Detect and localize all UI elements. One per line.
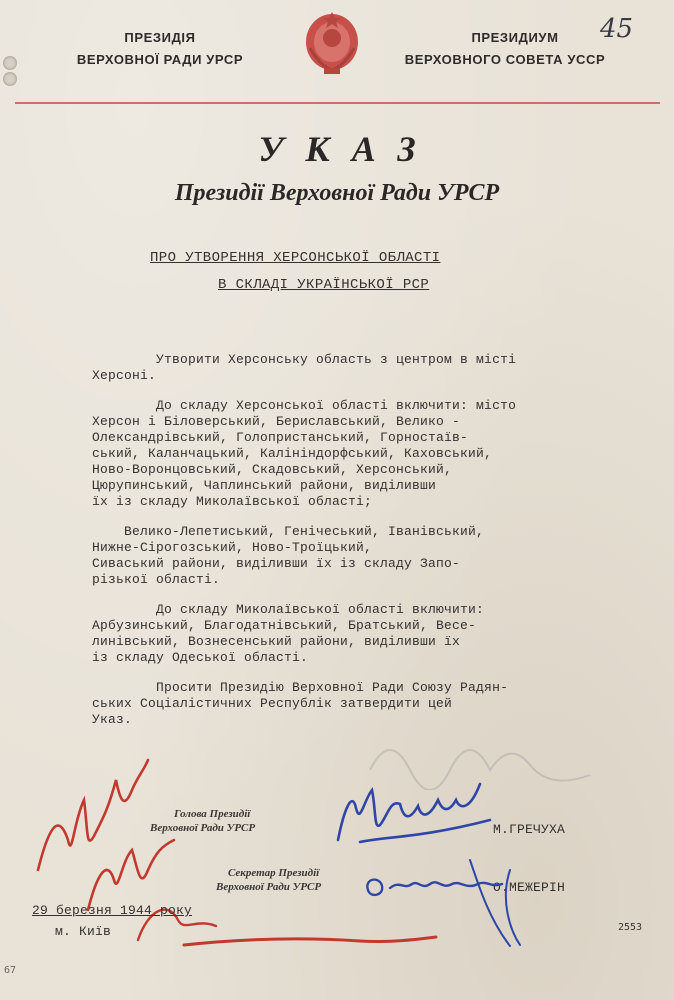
punch-hole [3, 72, 17, 86]
body-line: Указ. [92, 712, 133, 727]
handwritten-page-number: 45 [600, 14, 634, 44]
body-line: Херсоні. [92, 368, 157, 383]
header-left-line2: ВЕРХОВНОЇ РАДИ УРСР [76, 52, 244, 67]
body-line: різької області. [92, 572, 221, 587]
header-rule [15, 102, 660, 104]
body-line: їх із складу Миколаївської області; [92, 494, 373, 509]
body-line: линівський, Вознесенський райони, виділивши їх [92, 634, 461, 649]
header-right-line2: ВЕРХОВНОГО СОВЕТА УССР [404, 52, 606, 67]
body-paragraph [92, 602, 652, 666]
secretary-name: О.МЕЖЕРІН [493, 880, 566, 895]
decree-title: УКАЗ [258, 129, 438, 169]
body-paragraph [92, 524, 652, 588]
body-paragraph [92, 680, 652, 728]
red-signature-stroke [180, 925, 440, 955]
ussr-emblem-icon [300, 8, 364, 80]
subject-line2: В СКЛАДІ УКРАЇНСЬКОЇ РСР [218, 277, 430, 293]
body-line: Велико-Лепетиський, Генічеський, Іванівський, [92, 524, 485, 539]
body-line: ський, Каланчацький, Калініндорфський, Каховський, [92, 446, 493, 461]
body-line: ських Соціалістичних Республік затвердити цей [92, 696, 453, 711]
decree-date: 29 березня 1944 року [32, 903, 193, 918]
chairman-signature [330, 770, 500, 850]
secretary-caption-line2: Верховної Ради УРСР [216, 881, 322, 893]
subject-line1: ПРО УТВОРЕННЯ ХЕРСОНСЬКОЇ ОБЛАСТІ [150, 250, 441, 266]
secretary-caption-line1: Секретар Президії [228, 867, 320, 879]
body-paragraph [92, 398, 652, 510]
chairman-caption-line2: Верховної Ради УРСР [150, 822, 256, 834]
decree-place: м. Київ [55, 924, 112, 939]
body-line: Просити Президію Верховної Ради Союзу Радян- [92, 680, 509, 695]
decree-body [92, 352, 652, 742]
body-line: Сиваський райони, виділивши їх із складу Запо- [92, 556, 461, 571]
body-line: До складу Миколаївської області включити: [92, 602, 485, 617]
body-line: Утворити Херсонську область з центром в місті [92, 352, 517, 367]
body-paragraph [92, 352, 652, 384]
body-line: Арбузинський, Благодатнівський, Братський, Весе- [92, 618, 477, 633]
header-left-line1: ПРЕЗИДІЯ [124, 30, 196, 45]
decree-subtitle: Президії Верховної Ради УРСР [174, 180, 500, 206]
body-line: Херсон і Біловерський, Бериславський, Велико - [92, 414, 461, 429]
body-line: Нижне-Сірогозський, Ново-Троїцький, [92, 540, 373, 555]
body-line: До складу Херсонської області включити: місто [92, 398, 517, 413]
header-right-line1: ПРЕЗИДИУМ [471, 30, 559, 45]
punch-hole [3, 56, 17, 70]
body-line: Олександрівський, Голопристанський, Горностаїв- [92, 430, 469, 445]
body-line: Ново-Воронцовський, Скадовський, Херсонський, [92, 462, 453, 477]
chairman-name: М.ГРЕЧУХА [493, 822, 566, 837]
body-line: із складу Одеської області. [92, 650, 309, 665]
chairman-caption-line1: Голова Президії [174, 808, 251, 820]
archive-page-number: 2553 [618, 922, 643, 933]
margin-mark: 67 [4, 965, 17, 976]
body-line: Цюрупинський, Чаплинський райони, виділивши [92, 478, 437, 493]
